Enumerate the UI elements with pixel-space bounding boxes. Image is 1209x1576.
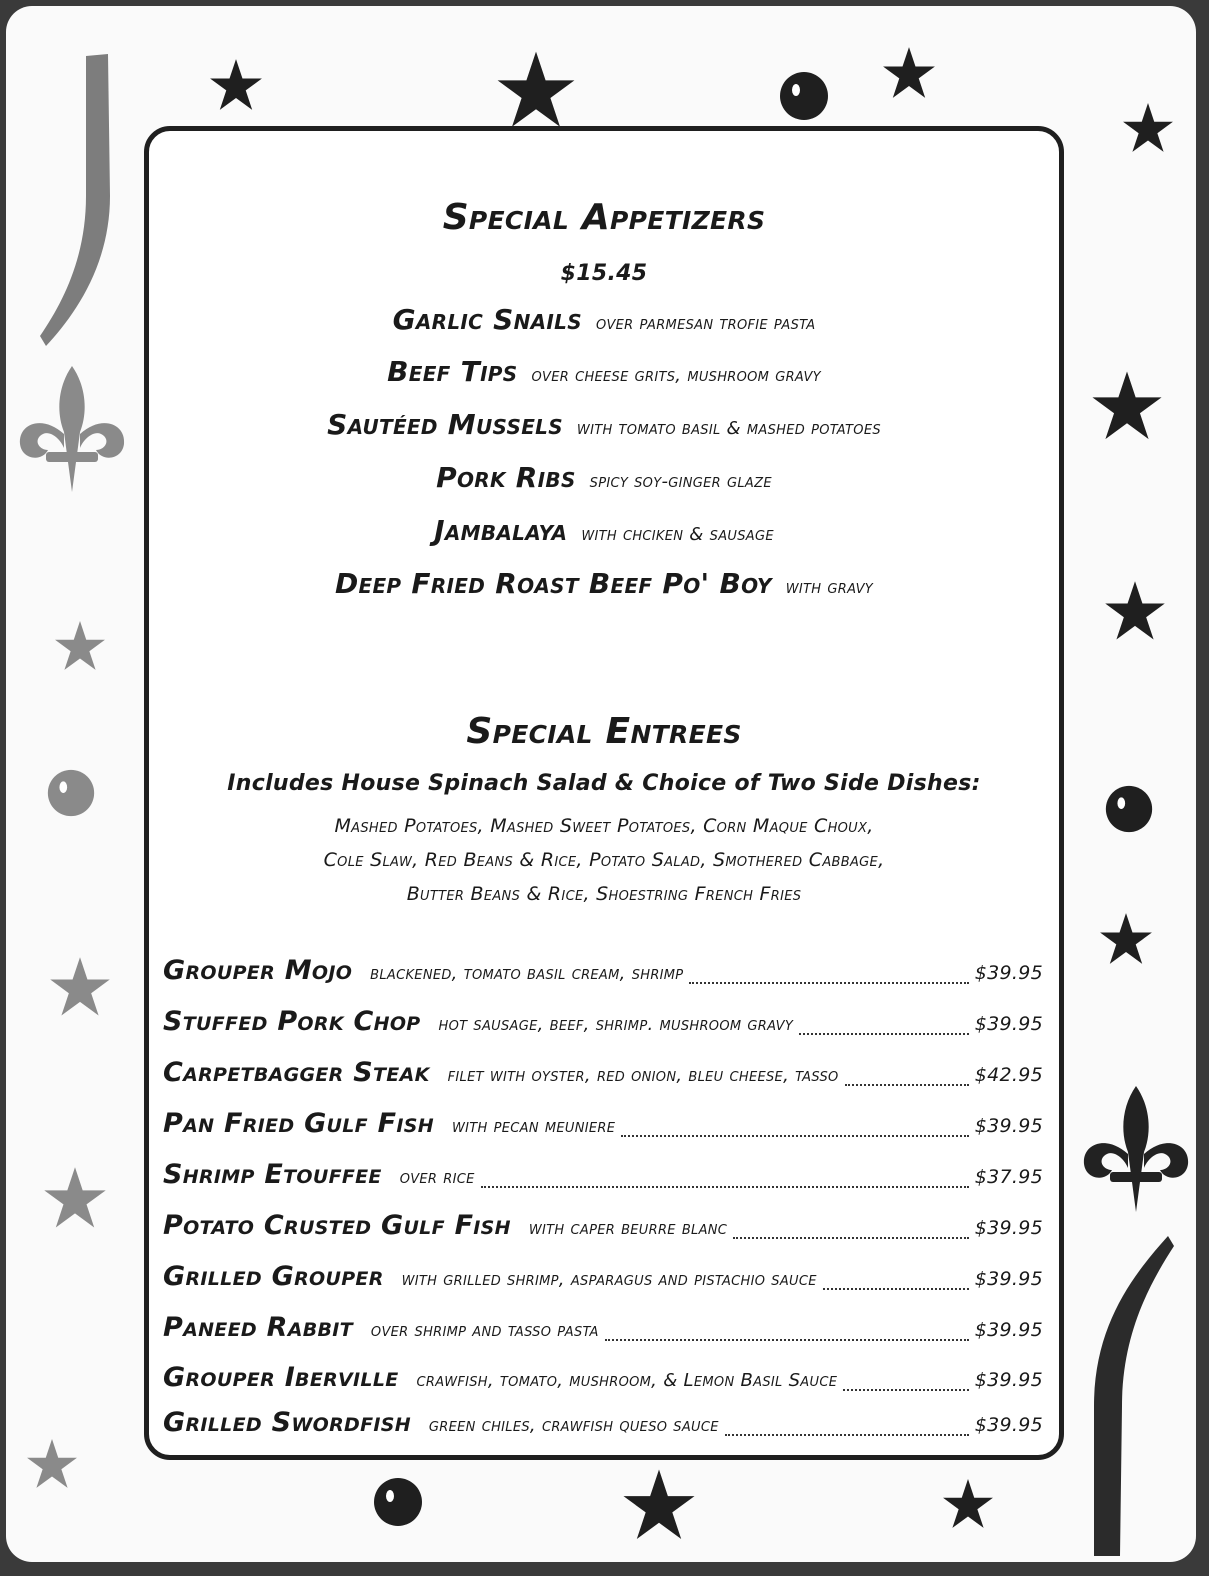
entree-desc: over shrimp and tasso pasta <box>370 1320 599 1341</box>
entree-name: Carpetbagger Steak <box>163 1057 430 1088</box>
appetizer-item <box>149 461 1059 494</box>
entree-price: $39.95 <box>974 962 1043 984</box>
appetizer-desc: with gravy <box>785 577 874 598</box>
star-icon <box>484 50 588 130</box>
entree-price: $39.95 <box>974 1268 1043 1290</box>
appetizer-name: Pork Ribs <box>436 461 576 494</box>
entree-desc: hot sausage, beef, shrimp. mushroom gravy <box>438 1014 794 1035</box>
entree-item <box>163 955 1043 999</box>
entree-item <box>163 1407 1043 1451</box>
star-icon <box>1096 912 1156 966</box>
leader-dots <box>823 1288 969 1290</box>
entrees-title: Special Entrees <box>466 711 742 752</box>
appetizer-desc: spicy soy-ginger glaze <box>589 471 772 492</box>
entree-name: Potato Crusted Gulf Fish <box>163 1210 511 1241</box>
star-icon <box>24 1438 80 1490</box>
entree-name: Stuffed Pork Chop <box>163 1006 421 1037</box>
leader-dots <box>481 1186 969 1188</box>
fleur-de-lis-icon <box>12 362 132 502</box>
appetizers-title: Special Appetizers <box>442 197 766 238</box>
entree-price: $37.95 <box>974 1166 1043 1188</box>
entree-item <box>163 1210 1043 1254</box>
star-icon <box>32 1166 118 1230</box>
entree-price: $39.95 <box>974 1369 1043 1391</box>
circle-dot-icon <box>370 1474 426 1530</box>
appetizer-item <box>149 408 1059 441</box>
entree-name: Grilled Swordfish <box>163 1407 411 1438</box>
entree-item <box>163 1006 1043 1050</box>
appetizer-item <box>149 355 1059 388</box>
swoosh-icon <box>1082 1226 1182 1562</box>
fleur-de-lis-icon <box>1076 1082 1196 1222</box>
entree-name: Grouper Mojo <box>163 955 353 986</box>
entree-desc: green chiles, crawfish queso sauce <box>428 1415 719 1436</box>
appetizer-item <box>149 514 1059 547</box>
entree-name: Grouper Iberville <box>163 1362 399 1393</box>
leader-dots <box>725 1434 969 1436</box>
star-icon <box>610 1468 708 1542</box>
entree-name: Pan Fried Gulf Fish <box>163 1108 434 1139</box>
appetizer-name: Sautéed Mussels <box>327 408 563 441</box>
leader-dots <box>733 1237 969 1239</box>
appetizer-name: Jambalaya <box>434 514 568 547</box>
appetizer-item <box>149 303 1059 336</box>
entree-name: Shrimp Etouffee <box>163 1159 382 1190</box>
leader-dots <box>845 1084 969 1086</box>
appetizer-name: Beef Tips <box>387 355 518 388</box>
entree-name: Paneed Rabbit <box>163 1312 353 1343</box>
entree-desc: with grilled shrimp, asparagus and pistachio sauce <box>401 1269 817 1290</box>
leader-dots <box>621 1135 968 1137</box>
star-icon <box>209 58 263 112</box>
circle-dot-icon <box>1102 782 1156 836</box>
entree-item <box>163 1108 1043 1152</box>
appetizer-desc: over cheese grits, mushroom gravy <box>531 365 821 386</box>
menu-frame <box>144 126 1064 1460</box>
appetizer-desc: over parmesan trofie pasta <box>595 313 816 334</box>
entree-price: $39.95 <box>974 1115 1043 1137</box>
appetizers-price: $15.45 <box>560 261 648 286</box>
star-icon <box>52 620 108 672</box>
appetizer-desc: with chciken & sausage <box>581 524 774 545</box>
leader-dots <box>843 1389 968 1391</box>
leader-dots <box>689 982 968 984</box>
entree-item <box>163 1261 1043 1305</box>
entree-name: Grilled Grouper <box>163 1261 384 1292</box>
leader-dots <box>799 1033 969 1035</box>
star-icon <box>880 46 938 100</box>
entree-item <box>163 1362 1043 1406</box>
entree-price: $39.95 <box>974 1414 1043 1436</box>
entree-price: $39.95 <box>974 1013 1043 1035</box>
entree-desc: over rice <box>399 1167 475 1188</box>
entree-price: $39.95 <box>974 1217 1043 1239</box>
star-icon <box>1096 580 1174 642</box>
entree-item <box>163 1057 1043 1101</box>
appetizer-item <box>149 567 1059 600</box>
circle-dot-icon <box>776 68 832 124</box>
menu-sheet <box>6 6 1196 1562</box>
circle-dot-icon <box>44 766 98 820</box>
star-icon <box>1082 370 1172 442</box>
star-icon <box>1120 102 1176 154</box>
star-icon <box>940 1478 996 1530</box>
entree-price: $42.95 <box>974 1064 1043 1086</box>
leader-dots <box>605 1339 969 1341</box>
entree-price: $39.95 <box>974 1319 1043 1341</box>
entree-desc: with caper beurre blanc <box>528 1218 728 1239</box>
entree-desc: crawfish, tomato, mushroom, & Lemon Basil Sauce <box>416 1370 838 1391</box>
appetizer-name: Garlic Snails <box>392 303 582 336</box>
entree-item <box>163 1159 1043 1203</box>
entree-desc: with pecan meuniere <box>451 1116 616 1137</box>
swoosh-icon <box>34 46 124 356</box>
appetizer-name: Deep Fried Roast Beef Po' Boy <box>334 567 772 600</box>
entrees-subtitle: Includes House Spinach Salad & Choice of Two Side Dishes: <box>227 771 981 796</box>
entree-desc: filet with oyster, red onion, bleu cheese, tasso <box>447 1065 839 1086</box>
side-dishes-line: Cole Slaw, Red Beans & Rice, Potato Salad, Smothered Cabbage, <box>323 849 885 871</box>
star-icon <box>42 956 118 1018</box>
side-dishes-line: Mashed Potatoes, Mashed Sweet Potatoes, Corn Maque Choux, <box>334 815 874 837</box>
entree-item <box>163 1312 1043 1356</box>
appetizer-desc: with tomato basil & mashed potatoes <box>576 418 881 439</box>
entree-desc: blackened, tomato basil cream, shrimp <box>370 963 684 984</box>
side-dishes-line: Butter Beans & Rice, Shoestring French Fries <box>406 883 802 905</box>
